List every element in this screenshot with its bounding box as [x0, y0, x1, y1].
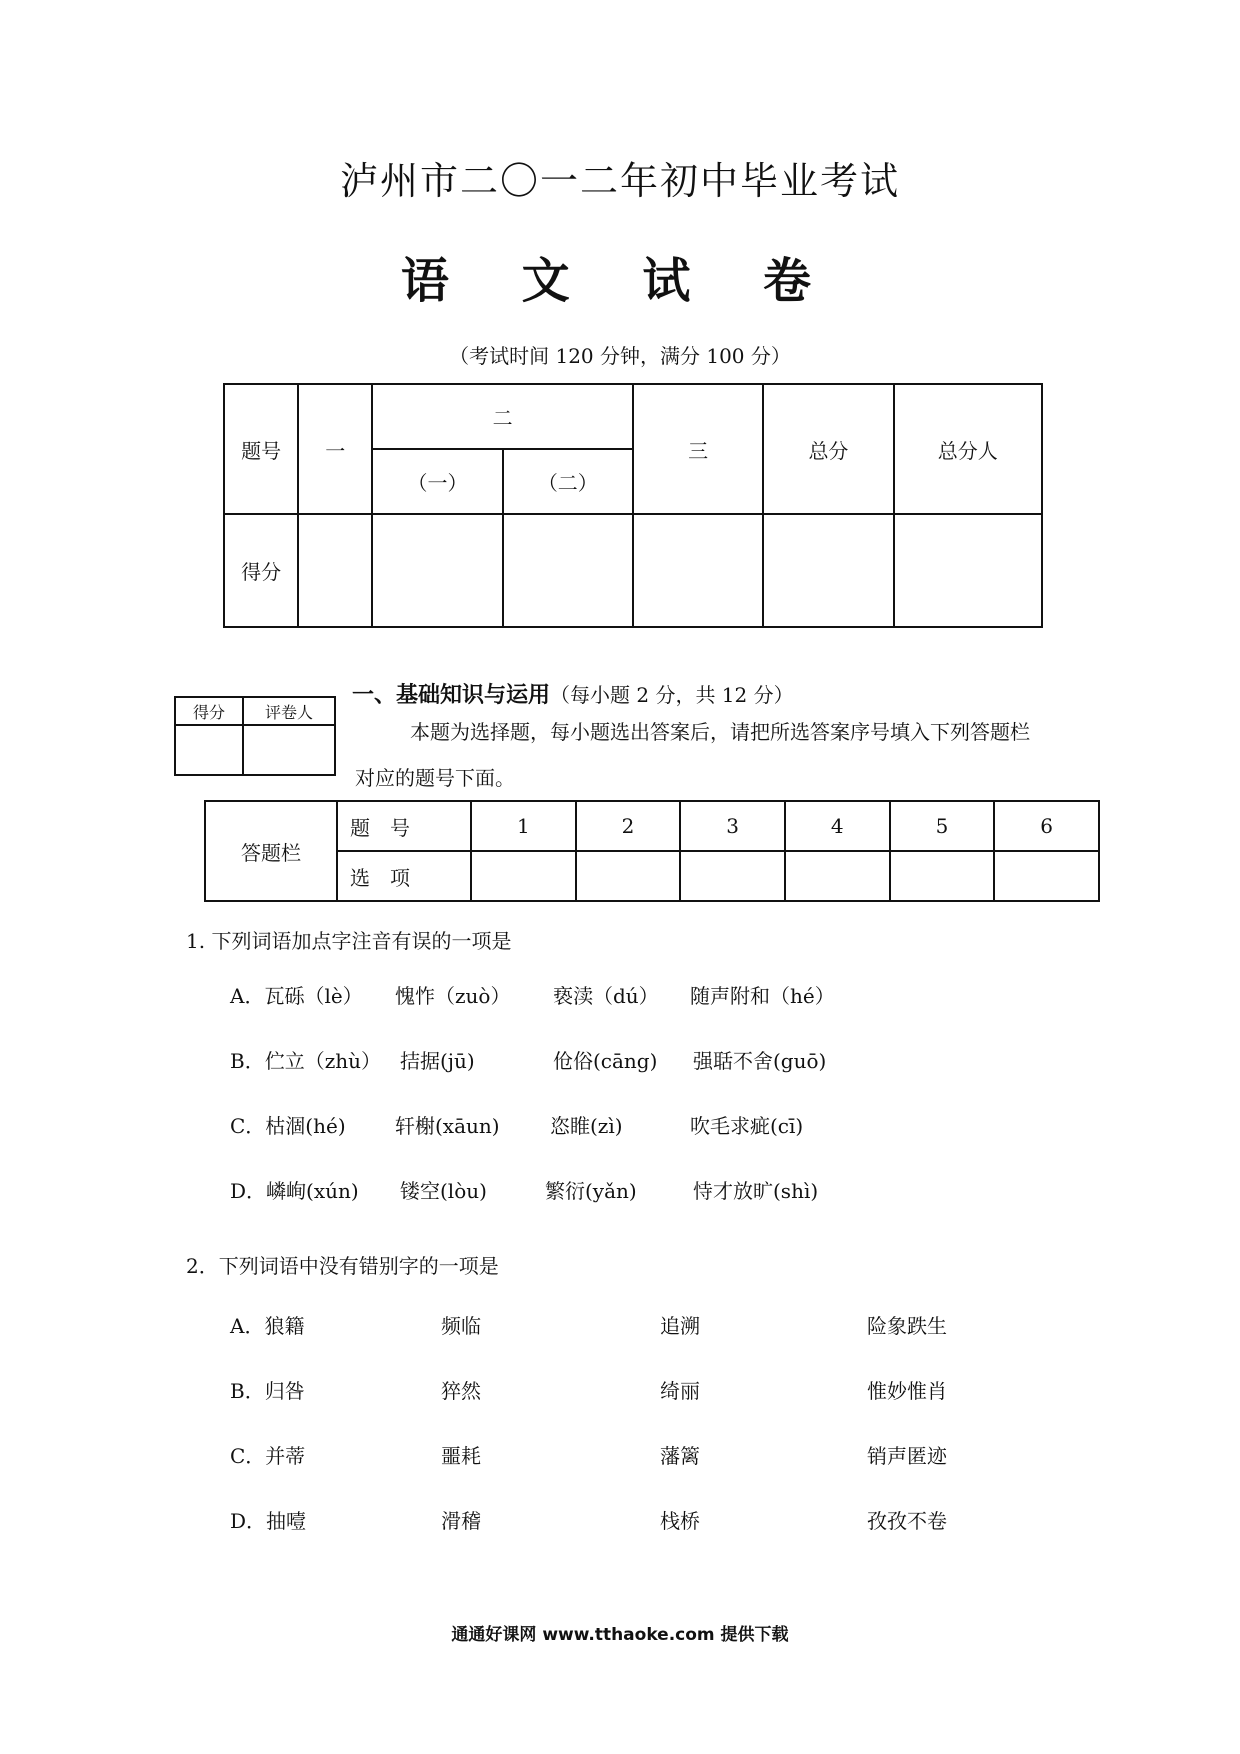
- question-stem: 2．下列词语中没有错别字的一项是: [186, 1254, 499, 1278]
- section-instruction-cont: 对应的题号下面。: [355, 766, 515, 790]
- score-cell: [894, 514, 1042, 627]
- answer-cell: [471, 851, 576, 901]
- row-header-question-no: 题号: [224, 384, 298, 514]
- option-text: 滑稽: [441, 1509, 481, 1533]
- row-header-score: 得分: [224, 514, 298, 627]
- score-cell: [298, 514, 372, 627]
- section-instruction: 本题为选择题，每小题选出答案后，请把所选答案序号填入下列答题栏: [410, 720, 1030, 744]
- option-text: C．并蒂: [230, 1444, 306, 1468]
- question-option-row: [0, 1045, 1240, 1075]
- col-section-3: 三: [633, 384, 763, 514]
- answer-table: [204, 800, 1100, 902]
- option-text: 栈桥: [660, 1509, 700, 1533]
- section-points: （每小题 2 分，共 12 分）: [550, 683, 794, 707]
- grader-score-cell: [175, 725, 243, 775]
- answer-cell: [576, 851, 681, 901]
- option-text: 噩耗: [441, 1444, 481, 1468]
- option-text: 吹毛求疵(cī): [690, 1114, 804, 1138]
- exam-title: 泸州市二〇一二年初中毕业考试: [339, 159, 900, 203]
- answer-number: 3: [680, 801, 785, 851]
- option-text: B．伫立（zhù）: [230, 1049, 381, 1073]
- option-text: 拮据(jū): [400, 1049, 475, 1073]
- answer-cell: [994, 851, 1099, 901]
- option-text: 险象跌生: [867, 1314, 947, 1338]
- option-text: 轩榭(xāun): [395, 1114, 500, 1138]
- option-text: 恃才放旷(shì): [693, 1179, 819, 1203]
- answer-number: 6: [994, 801, 1099, 851]
- paper-subtitle: 语 文 试 卷: [400, 253, 840, 309]
- option-text: 惟妙惟肖: [867, 1379, 947, 1403]
- question-option-row: [0, 980, 1240, 1010]
- score-cell: [503, 514, 633, 627]
- option-text: 恣睢(zì): [550, 1114, 623, 1138]
- question-option-row: [0, 1375, 1240, 1405]
- col-total: 总分: [763, 384, 893, 514]
- option-text: 亵渎（dú）: [553, 984, 659, 1008]
- score-table: [223, 383, 1043, 628]
- answer-row-number-label: 题 号: [337, 801, 471, 851]
- answer-row-option-label: 选 项: [337, 851, 471, 901]
- option-text: 镂空(lòu): [400, 1179, 487, 1203]
- option-text: 强聒不舍(guō): [693, 1049, 827, 1073]
- option-text: D．抽噎: [230, 1509, 307, 1533]
- exam-note: （考试时间 120 分钟，满分 100 分）: [449, 344, 791, 368]
- option-text: 随声附和（hé）: [690, 984, 835, 1008]
- option-text: 追溯: [660, 1314, 700, 1338]
- answer-cell: [680, 851, 785, 901]
- answer-number: 1: [471, 801, 576, 851]
- option-text: 孜孜不卷: [867, 1509, 947, 1533]
- option-text: A．瓦砾（lè）: [230, 984, 363, 1008]
- option-text: C．枯涸(hé): [230, 1114, 346, 1138]
- answer-table-label: 答题栏: [205, 801, 337, 901]
- option-text: 藩篱: [660, 1444, 700, 1468]
- score-cell: [763, 514, 893, 627]
- option-text: D．嶙峋(xún): [230, 1179, 359, 1203]
- grader-name-cell: [243, 725, 335, 775]
- option-text: 伧俗(cāng): [553, 1049, 658, 1073]
- grader-box: [174, 696, 336, 776]
- option-text: B．归咎: [230, 1379, 305, 1403]
- answer-number: 4: [785, 801, 890, 851]
- option-text: 繁衍(yǎn): [545, 1179, 637, 1203]
- col-section-2-sub-2: （二）: [503, 449, 633, 514]
- option-text: 绮丽: [660, 1379, 700, 1403]
- option-text: 愧怍（zuò）: [395, 984, 511, 1008]
- question-option-row: [0, 1110, 1240, 1140]
- option-text: A．狼籍: [230, 1314, 305, 1338]
- question-stem: 1. 下列词语加点字注音有误的一项是: [186, 929, 512, 953]
- question-option-row: [0, 1175, 1240, 1205]
- section-title: 一、基础知识与运用: [352, 683, 551, 708]
- answer-cell: [785, 851, 890, 901]
- option-text: 销声匿迹: [867, 1444, 947, 1468]
- col-section-2: 二: [372, 384, 633, 449]
- option-text: 猝然: [441, 1379, 481, 1403]
- col-totaler: 总分人: [894, 384, 1042, 514]
- grader-score-label: 得分: [175, 697, 243, 725]
- answer-number: 5: [890, 801, 995, 851]
- question-option-row: [0, 1505, 1240, 1535]
- question-option-row: [0, 1440, 1240, 1470]
- page-footer: 通通好课网 www.tthaoke.com 提供下载: [451, 1625, 789, 1645]
- grader-name-label: 评卷人: [243, 697, 335, 725]
- section-heading: [352, 678, 794, 709]
- score-cell: [633, 514, 763, 627]
- col-section-1: 一: [298, 384, 372, 514]
- score-cell: [372, 514, 502, 627]
- option-text: 频临: [441, 1314, 481, 1338]
- question-option-row: [0, 1310, 1240, 1340]
- answer-cell: [890, 851, 995, 901]
- answer-number: 2: [576, 801, 681, 851]
- col-section-2-sub-1: （一）: [372, 449, 502, 514]
